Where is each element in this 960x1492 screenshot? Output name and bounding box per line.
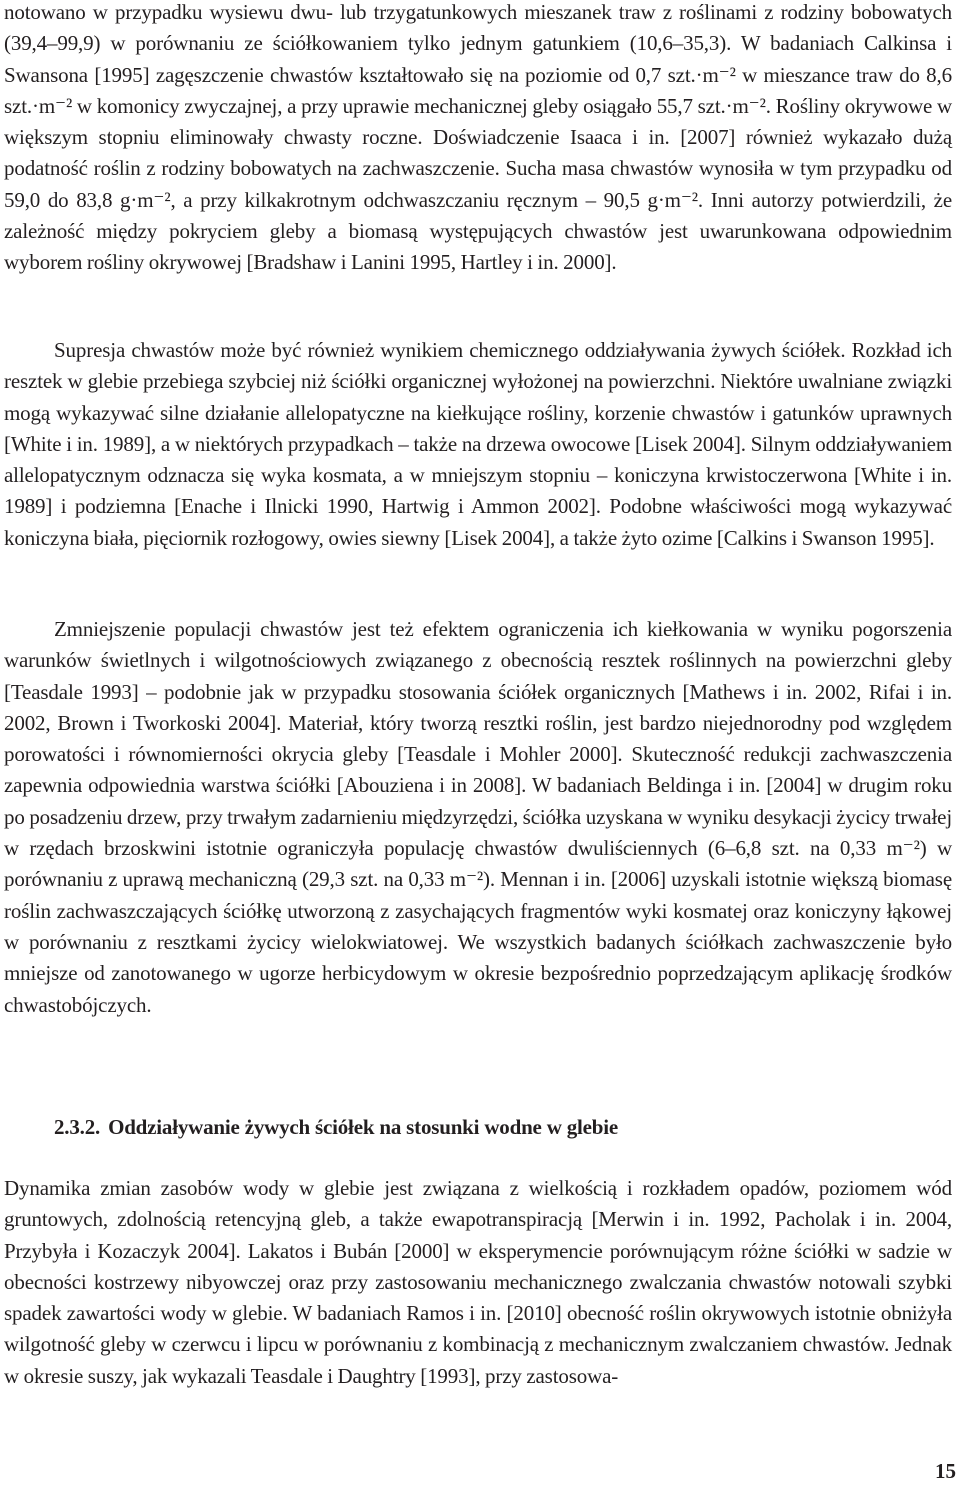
section-title: Oddziaływanie żywych ściółek na stosunki wodne w glebie — [108, 1115, 619, 1139]
paragraph-weed-density: notowano w przypadku wysiewu dwu- lub trzygatunkowych mieszanek traw z roślinami z rodziny bobowatych (39,4–99,9) w porównaniu ze ściółkowaniem tylko jednym gatunkiem (10,6–35,3). W badaniach Calkinsa i Swansona [1995] zagęszczenie chwastów kształtowało się na poziomie od 0,7 szt.·m⁻² w mieszance traw do 8,6 szt.·m⁻² w komonicy zwyczajnej, a przy uprawie mechanicznej gleby osiągało 55,7 szt.·m⁻². Rośliny okrywowe w większym stopniu eliminowały chwasty roczne. Doświadczenie Isaaca i in. [2007] również wykazało dużą podatność roślin z rodziny bobowatych na zachwaszczenie. Sucha masa chwastów wynosiła w tym przypadku od 59,0 do 83,8 g·m⁻², a przy kilkakrotnym odchwaszczaniu ręcznym – 90,5 g·m⁻². Inni autorzy potwierdzili, że zależność między pokryciem gleby a biomasą występujących chwastów jest uwarunkowana odpowiednim wyborem rośliny okrywowej [Bradshaw i Lanini 1995, Hartley i in. 2000]. — [4, 0, 952, 275]
paragraph-allelopathy: Supresja chwastów może być również wynikiem chemicznego oddziaływania żywych ściółek. Rozkład ich resztek w glebie przebiega szybciej niż ściółki organicznej wyłożonej na powierzchni. Niektóre uwalniane związki mogą wykazywać silne działanie allelopatyczne na kiełkujące rośliny, korzenie chwastów i gatunków uprawnych [White i in. 1989], a w niektórych przypadkach – także na drzewa owocowe [Lisek 2004]. Silnym oddziaływaniem allelopatycznym odznacza się wyka kosmata, a w mniejszym stopniu – koniczyna krwistoczerwona [White i in. 1989] i podziemna [Enache i Ilnicki 1990, Hartwig i Ammon 2002]. Podobne właściwości mogą wykazywać koniczyna biała, pięciornik rozłogowy, owies siewny [Lisek 2004], a także żyto ozime [Calkins i Swanson 1995]. — [4, 338, 952, 550]
paragraph-germination-reduction: Zmniejszenie populacji chwastów jest też efektem ograniczenia ich kiełkowania w wyniku pogorszenia warunków świetlnych i wilgotnościowych związanego z obecnością resztek roślinnych na powierzchni gleby [Teasdale 1993] – podobnie jak w przypadku stosowania ściółek organicznych [Mathews i in. 2002, Rifai i in. 2002, Brown i Tworkoski 2004]. Materiał, który tworzą resztki roślin, jest bardzo niejednorodny pod względem porowatości i równomierności okrycia gleby [Teasdale i Mohler 2000]. Skuteczność redukcji zachwaszczenia zapewnia odpowiednia warstwa ściółki [Abouziena i in 2008]. W badaniach Beldinga i in. [2004] w drugim roku po posadzeniu drzew, przy trwałym zadarnieniu międzyrzędzi, ściółka uzyskana w wyniku desykacji życicy trwałej w rzędach brzoskwini istotnie ograniczyła populację chwastów dwuliściennych (6–6,8 szt. na 0,33 m⁻²) w porównaniu z uprawą mechaniczną (29,3 szt. na 0,33 m⁻²). Mennan i in. [2006] uzyskali istotnie większą biomasę roślin zachwaszczających ściółkę utworzoną z zasychających fragmentów wyki kosmatej oraz koniczyny łąkowej w porównaniu z resztkami życicy wielokwiatowej. We wszystkich badanych ściółkach zachwaszczenie było mniejsze od zanotowanego w ugorze herbicydowym w okresie bezpośrednio poprzedzającym aplikację środków chwastobójczych. — [4, 617, 952, 1017]
page-number: 15 — [935, 1459, 956, 1483]
paragraph-soil-water: Dynamika zmian zasobów wody w glebie jest związana z wielkością i rozkładem opadów, poziomem wód gruntowych, zdolnością retencyjną gleb, a także ewapotranspiracją [Merwin i in. 1992, Pacholak i in. 2004, Przybyła i Kozaczyk 2004]. Lakatos i Bubán [2000] w eksperymencie porównującym różne ściółki w sadzie w obecności kostrzewy nibyowczej oraz przy zastosowaniu mechanicznego zwalczania chwastów notowali szybki spadek zawartości wody w glebie. W badaniach Ramos i in. [2010] obecność roślin okrywowych istotnie obniżyła wilgotność gleby w czerwcu i lipcu w porównaniu z kombinacją z mechanicznym zwalczaniem chwastów. Jednak w okresie suszy, jak wykazali Teasdale i Daughtry [1993], przy zastosowa- — [4, 1176, 952, 1388]
section-number: 2.3.2. — [54, 1115, 101, 1139]
section-heading — [54, 1112, 618, 1143]
